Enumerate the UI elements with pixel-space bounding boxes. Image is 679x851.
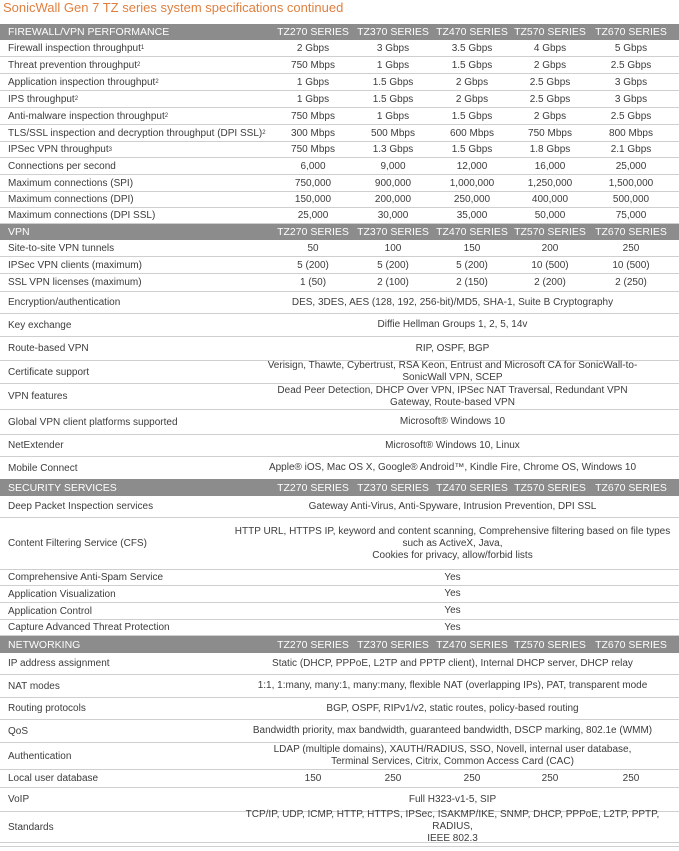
row-label (8, 158, 116, 174)
column-header: TZ570 SERIES (514, 226, 586, 238)
row-label: Threat prevention throughput 2 (8, 59, 141, 71)
spanning-value (232, 314, 673, 336)
table-row (0, 653, 679, 675)
value-cell: 1 Gbps (376, 110, 410, 122)
section-title: FIREWALL/VPN PERFORMANCE (8, 26, 170, 38)
table-row (0, 74, 679, 91)
row-label (8, 496, 153, 517)
row-label (8, 743, 71, 769)
row-label (8, 698, 86, 719)
row-label-text: Connections per second (8, 160, 116, 172)
value-cell: 250 (384, 773, 402, 784)
spanning-value (232, 496, 673, 517)
value-cell: 150,000 (294, 194, 332, 205)
table-row (0, 314, 679, 337)
row-label-text: Standards (8, 821, 54, 833)
column-header: TZ370 SERIES (357, 26, 429, 38)
table-row (0, 586, 679, 603)
value-cell: 3.5 Gbps (451, 42, 493, 54)
column-header: TZ670 SERIES (595, 638, 667, 651)
row-label (8, 314, 71, 336)
column-header: TZ670 SERIES (595, 481, 667, 494)
value-cell: 3 Gbps (614, 76, 648, 88)
column-header: TZ470 SERIES (436, 481, 508, 494)
section-header (0, 636, 679, 653)
row-label-text: Anti-malware inspection throughput (8, 110, 165, 122)
value-cell: 5 (200) (377, 259, 409, 271)
spanning-value (232, 337, 673, 360)
value-cell: 2.5 Gbps (610, 59, 652, 71)
row-label (8, 586, 116, 602)
column-header: TZ470 SERIES (436, 638, 508, 651)
value-cell: 6,000 (300, 160, 326, 172)
spanning-value-text: Microsoft® Windows 10, Linux (385, 439, 520, 451)
value-cell: 750 Mbps (291, 59, 335, 71)
table-row (0, 240, 679, 257)
spanning-value (232, 292, 673, 313)
spanning-value-text: Yes (444, 588, 461, 599)
value-cell: 50 (307, 242, 319, 254)
value-cell: 2 Gbps (455, 76, 489, 88)
row-label (8, 570, 163, 585)
row-label (8, 770, 98, 787)
table-row (0, 603, 679, 620)
value-cell: 750,000 (294, 177, 332, 189)
value-cell: 500 Mbps (371, 127, 415, 139)
column-header: TZ370 SERIES (357, 638, 429, 651)
table-row (0, 337, 679, 361)
spanning-value (232, 698, 673, 719)
value-cell: 1.8 Gbps (529, 144, 571, 155)
spanning-value-text: Yes (444, 571, 461, 583)
row-label (8, 435, 64, 456)
spanning-value-text: HTTP URL, HTTPS IP, keyword and content scanning, Comprehensive filtering based on file types such as ActiveX, Java, Cookies for privacy, allow/forbid lists (234, 525, 671, 561)
row-label-text: IPS throughput (8, 93, 75, 105)
spanning-value (232, 653, 673, 674)
row-label (8, 675, 60, 697)
spanning-value-text: Microsoft® Windows 10 (399, 416, 506, 427)
column-header: TZ270 SERIES (277, 26, 349, 38)
spanning-value-text: 1:1, 1:many, many:1, many:many, flexible NAT (overlapping IPs), PAT, transparent mode (257, 680, 648, 691)
row-label-text: Route-based VPN (8, 343, 89, 354)
column-header: TZ670 SERIES (595, 26, 667, 38)
row-label-text: Application Control (8, 605, 92, 617)
value-cell: 100 (384, 242, 402, 254)
row-label (8, 620, 170, 635)
spanning-value-text: TCP/IP, UDP, ICMP, HTTP, HTTPS, IPSec, ISAKMP/IKE, SNMP, DHCP, PPPoE, L2TP, PPTP, RADIUS, IEEE 802.3 (245, 809, 660, 844)
table-row (0, 274, 679, 292)
page-title: SonicWall Gen 7 TZ series system specifications continued (3, 0, 344, 15)
row-label (8, 240, 114, 256)
spanning-value (232, 743, 673, 769)
value-cell: 2 (250) (615, 277, 647, 288)
row-label (8, 457, 77, 479)
table-row (0, 57, 679, 74)
row-label (8, 274, 142, 291)
column-header: TZ570 SERIES (514, 481, 586, 494)
table-row (0, 410, 679, 435)
value-cell: 900,000 (374, 177, 412, 189)
value-cell: 1.5 Gbps (372, 76, 414, 88)
row-label (8, 192, 134, 207)
row-label (8, 361, 89, 383)
spanning-value (232, 603, 673, 619)
value-cell: 4 Gbps (533, 42, 567, 54)
table-row (0, 208, 679, 224)
spanning-value-text: LDAP (multiple domains), XAUTH/RADIUS, SSO, Novell, internal user database, Terminal Services, Citrix, Common Access Card (CAC) (273, 744, 632, 767)
table-row (0, 125, 679, 142)
value-cell: 200 (541, 242, 559, 254)
value-cell: 250,000 (453, 194, 491, 205)
value-cell: 150 (304, 773, 322, 784)
spanning-value (232, 570, 673, 585)
value-cell: 2.5 Gbps (529, 93, 571, 105)
value-cell: 250 (622, 242, 640, 254)
row-label-text: Authentication (8, 750, 72, 762)
table-row (0, 675, 679, 698)
row-label (8, 653, 110, 674)
row-label: IPSec VPN throughput 3 (8, 144, 112, 155)
row-label (8, 384, 67, 409)
value-cell: 1.3 Gbps (372, 144, 414, 155)
row-label-text: IPSec VPN throughput (8, 144, 109, 155)
table-row (0, 435, 679, 457)
row-label-text: Capture Advanced Threat Protection (8, 622, 170, 633)
spanning-value-text: Dead Peer Detection, DHCP Over VPN, IPSec NAT Traversal, Redundant VPN Gateway, Route-based VPN (277, 384, 628, 408)
spanning-value-text: Verisign, Thawte, Cybertrust, RSA Keon, Entrust and Microsoft CA for SonicWall-to- SonicWall VPN, SCEP (267, 360, 638, 383)
value-cell: 5 Gbps (614, 42, 648, 54)
spanning-value (232, 720, 673, 742)
row-label-text: Certificate support (8, 366, 90, 378)
row-label-text: IPSec VPN clients (maximum) (8, 259, 142, 271)
value-cell: 1 Gbps (296, 93, 330, 105)
row-label (8, 175, 133, 191)
row-label (8, 208, 155, 223)
spanning-value (232, 675, 673, 697)
column-header: TZ570 SERIES (514, 26, 586, 38)
spanning-value (232, 457, 673, 479)
value-cell: 30,000 (377, 210, 409, 221)
table-row (0, 40, 679, 57)
row-label (8, 518, 147, 569)
row-label-text: Local user database (8, 773, 99, 784)
table-row (0, 91, 679, 108)
section-header (0, 479, 679, 496)
row-label-text: Mobile Connect (8, 462, 78, 474)
value-cell: 1.5 Gbps (451, 144, 493, 155)
row-label-text: NAT modes (8, 680, 60, 692)
column-header: TZ270 SERIES (277, 226, 349, 238)
spanning-value (232, 361, 673, 383)
value-cell: 600 Mbps (450, 127, 494, 139)
spanning-value (232, 435, 673, 456)
row-label-text: Firewall inspection throughput (8, 42, 141, 54)
value-cell: 5 (200) (297, 259, 329, 271)
spanning-value (232, 620, 673, 635)
value-cell: 1,000,000 (449, 177, 495, 189)
spanning-value-text: Yes (444, 621, 461, 633)
row-label-text: Deep Packet Inspection services (8, 501, 154, 512)
spanning-value-text: Apple® iOS, Mac OS X, Google® Android™, Kindle Fire, Chrome OS, Windows 10 (268, 462, 637, 473)
row-label: Anti-malware inspection throughput 2 (8, 110, 169, 122)
row-label-text: NetExtender (8, 440, 64, 451)
spanning-value-text: RIP, OSPF, BGP (415, 342, 490, 354)
value-cell: 1,500,000 (608, 177, 654, 189)
table-row (0, 518, 679, 570)
value-cell: 750 Mbps (291, 110, 335, 122)
table-row (0, 108, 679, 125)
row-label-text: VPN features (8, 391, 68, 402)
row-label-text: Global VPN client platforms supported (8, 416, 178, 428)
value-cell: 1.5 Gbps (451, 59, 493, 71)
value-cell: 250 (541, 773, 559, 784)
row-label-text: Application inspection throughput (8, 76, 156, 88)
row-label-text: Maximum connections (DPI) (8, 194, 134, 205)
value-cell: 10 (500) (531, 259, 569, 271)
column-header: TZ470 SERIES (436, 226, 508, 238)
section-title: NETWORKING (8, 638, 81, 651)
value-cell: 16,000 (534, 160, 566, 172)
column-header: TZ370 SERIES (357, 226, 429, 238)
spanning-value-text: DES, 3DES, AES (128, 192, 256-bit)/MD5, SHA-1, Suite B Cryptography (291, 296, 614, 308)
row-label: Application inspection throughput 2 (8, 76, 159, 88)
value-cell: 400,000 (531, 194, 569, 205)
bottom-rule (0, 846, 679, 847)
value-cell: 35,000 (456, 210, 488, 221)
value-cell: 500,000 (612, 194, 650, 205)
value-cell: 2 (200) (534, 277, 566, 288)
value-cell: 75,000 (615, 210, 647, 221)
spanning-value (232, 518, 673, 569)
value-cell: 1 Gbps (296, 76, 330, 88)
value-cell: 250 (463, 773, 481, 784)
table-row (0, 142, 679, 158)
row-label-text: Maximum connections (DPI SSL) (8, 210, 156, 221)
row-label-text: VoIP (8, 794, 30, 805)
table-row (0, 192, 679, 208)
row-label-text: Threat prevention throughput (8, 59, 137, 71)
table-row (0, 292, 679, 314)
value-cell: 2 (150) (456, 277, 488, 288)
table-row (0, 457, 679, 480)
table-row (0, 770, 679, 788)
row-label (8, 257, 142, 273)
table-row (0, 743, 679, 770)
row-label-text: QoS (8, 725, 29, 737)
value-cell: 2.5 Gbps (529, 76, 571, 88)
value-cell: 1.5 Gbps (372, 93, 414, 105)
value-cell: 2 (100) (377, 277, 409, 288)
row-label (8, 788, 29, 811)
spanning-value-text: Static (DHCP, PPPoE, L2TP and PPTP client), Internal DHCP server, DHCP relay (272, 657, 633, 669)
value-cell: 1,250,000 (527, 177, 573, 189)
column-header: TZ270 SERIES (277, 481, 349, 494)
value-cell: 1 Gbps (376, 59, 410, 71)
table-row (0, 698, 679, 720)
row-label-text: Application Visualization (8, 588, 116, 600)
value-cell: 3 Gbps (614, 93, 648, 105)
spanning-value (232, 809, 673, 844)
row-label (8, 337, 89, 360)
row-label (8, 410, 178, 434)
row-label-text: Site-to-site VPN tunnels (8, 242, 115, 254)
column-header: TZ570 SERIES (514, 638, 586, 651)
spanning-value-text: Yes (444, 605, 461, 616)
row-label-text: Content Filtering Service (CFS) (8, 538, 147, 549)
row-label (8, 603, 92, 619)
table-row (0, 620, 679, 636)
value-cell: 750 Mbps (528, 127, 572, 139)
row-label (8, 292, 120, 313)
value-cell: 200,000 (374, 194, 412, 205)
column-header: TZ670 SERIES (595, 226, 667, 238)
column-header: TZ370 SERIES (357, 481, 429, 494)
row-label: IPS throughput 2 (8, 93, 79, 105)
row-label-text: Routing protocols (8, 703, 86, 714)
spanning-value (232, 384, 673, 409)
row-label (8, 720, 28, 742)
row-label: Firewall inspection throughput 1 (8, 42, 145, 54)
value-cell: 12,000 (456, 160, 488, 172)
value-cell: 250 (622, 773, 640, 784)
value-cell: 2 Gbps (296, 42, 330, 54)
section-title: VPN (8, 226, 30, 238)
table-row (0, 158, 679, 175)
value-cell: 2 Gbps (533, 110, 567, 122)
value-cell: 3 Gbps (376, 42, 410, 54)
row-label-text: Maximum connections (SPI) (8, 177, 134, 189)
table-row (0, 257, 679, 274)
row-label: TLS/SSL inspection and decryption throughput (DPI SSL) 2 (8, 127, 266, 139)
spanning-value (232, 788, 673, 811)
spanning-value-text: BGP, OSPF, RIPv1/v2, static routes, policy-based routing (326, 702, 579, 714)
table-row (0, 361, 679, 384)
section-title: SECURITY SERVICES (8, 481, 117, 494)
value-cell: 750 Mbps (291, 144, 335, 155)
value-cell: 50,000 (534, 210, 566, 221)
value-cell: 10 (500) (612, 259, 650, 271)
value-cell: 2.1 Gbps (610, 144, 652, 155)
row-label-text: IP address assignment (8, 658, 110, 669)
table-row (0, 496, 679, 518)
value-cell: 2 Gbps (533, 59, 567, 71)
value-cell: 1.5 Gbps (451, 110, 493, 122)
table-row (0, 175, 679, 192)
table-row (0, 720, 679, 743)
spanning-value-text: Diffie Hellman Groups 1, 2, 5, 14v (377, 319, 528, 330)
value-cell: 800 Mbps (609, 127, 653, 139)
row-label-text: Encryption/authentication (8, 297, 121, 308)
value-cell: 150 (463, 242, 481, 254)
value-cell: 25,000 (297, 210, 329, 221)
value-cell: 25,000 (615, 160, 647, 172)
spanning-value (232, 586, 673, 602)
row-label (8, 812, 54, 842)
table-row (0, 809, 679, 844)
table-row (0, 384, 679, 410)
section-header (0, 24, 679, 40)
row-label-text: Key exchange (8, 319, 72, 331)
row-label-text: Comprehensive Anti-Spam Service (8, 572, 164, 583)
spanning-value-text: Full H323-v1-5, SIP (408, 793, 497, 805)
spanning-value-text: Gateway Anti-Virus, Anti-Spyware, Intrusion Prevention, DPI SSL (308, 500, 597, 512)
value-cell: 1 (50) (299, 277, 327, 288)
column-header: TZ270 SERIES (277, 638, 349, 651)
value-cell: 300 Mbps (291, 127, 335, 139)
table-row (0, 570, 679, 586)
spanning-value (232, 410, 673, 434)
value-cell: 2 Gbps (455, 93, 489, 105)
section-header (0, 224, 679, 240)
row-label-text: TLS/SSL inspection and decryption throughput (DPI SSL) (8, 127, 263, 139)
column-header: TZ470 SERIES (436, 26, 508, 38)
spanning-value-text: Bandwidth priority, max bandwidth, guaranteed bandwidth, DSCP marking, 802.1e (WMM) (252, 725, 653, 736)
value-cell: 2.5 Gbps (610, 110, 652, 122)
value-cell: 9,000 (380, 160, 406, 172)
row-label-text: SSL VPN licenses (maximum) (8, 277, 142, 288)
value-cell: 5 (200) (456, 259, 488, 271)
